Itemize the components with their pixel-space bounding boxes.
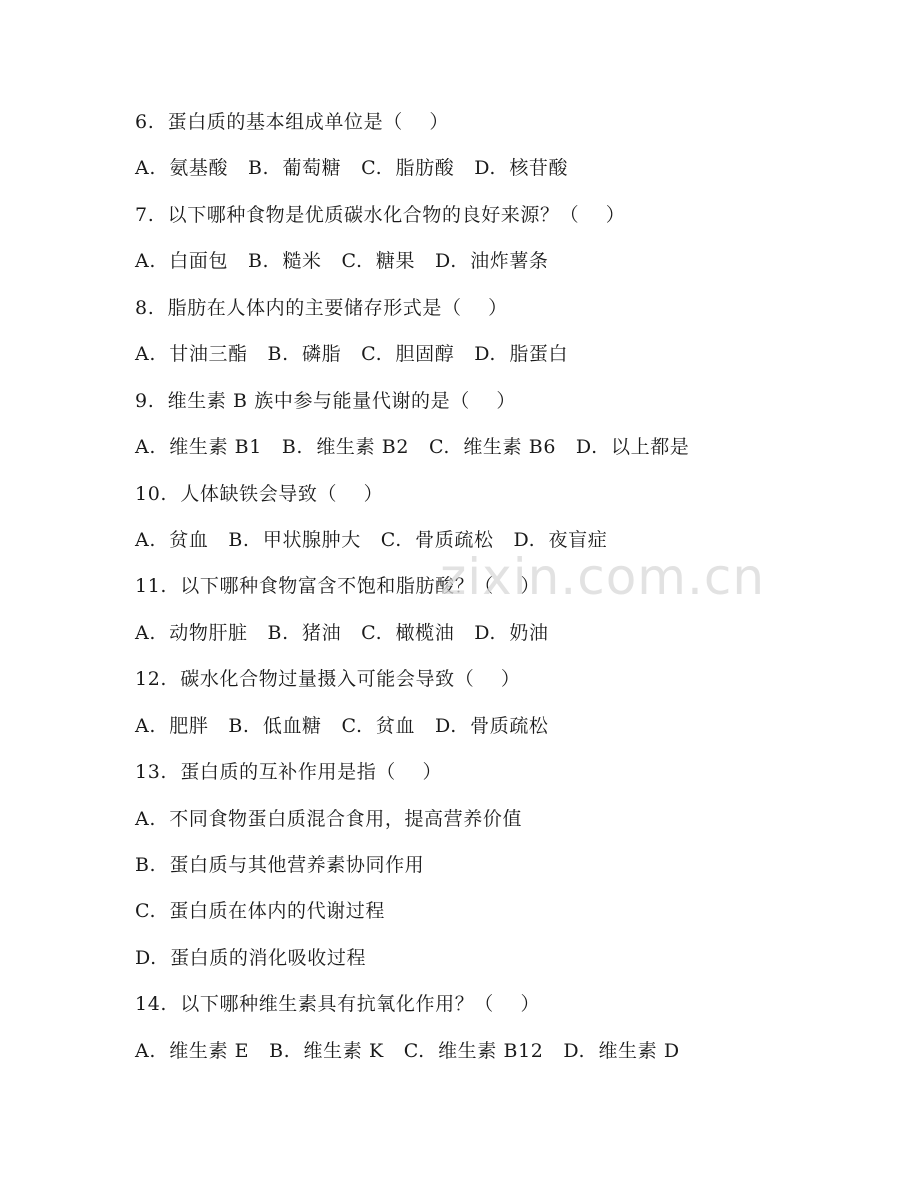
question-7: 7. 以下哪种食物是优质碳水化合物的良好来源？（ ） — [135, 203, 626, 226]
question-10: 10. 人体缺铁会导致（ ） — [135, 482, 384, 505]
question-13-option-b: B. 蛋白质与其他营养素协同作用 — [135, 854, 425, 876]
question-10-options: A. 贫血 B. 甲状腺肿大 C. 骨质疏松 D. 夜盲症 — [135, 528, 608, 551]
question-9-options: A. 维生素 B1 B. 维生素 B2 C. 维生素 B6 D. 以上都是 — [135, 436, 690, 459]
question-13-option-c: C. 蛋白质在体内的代谢过程 — [135, 900, 385, 923]
question-13-option-a: A. 不同食物蛋白质混合食用，提高营养价值 — [135, 807, 523, 830]
question-8: 8. 脂肪在人体内的主要储存形式是（ ） — [135, 296, 508, 319]
watermark: zixin.com.cn — [440, 548, 766, 606]
question-7-options: A. 白面包 B. 糙米 C. 糖果 D. 油炸薯条 — [135, 250, 549, 273]
question-6: 6. 蛋白质的基本组成单位是（ ） — [135, 111, 449, 133]
question-12-options: A. 肥胖 B. 低血糖 C. 贫血 D. 骨质疏松 — [135, 714, 549, 737]
question-8-options: A. 甘油三酯 B. 磷脂 C. 胆固醇 D. 脂蛋白 — [135, 343, 569, 366]
question-14: 14. 以下哪种维生素具有抗氧化作用？（ ） — [135, 993, 541, 1016]
question-12: 12. 碳水化合物过量摄入可能会导致（ ） — [135, 668, 521, 691]
question-13: 13. 蛋白质的互补作用是指（ ） — [135, 761, 443, 784]
question-9: 9. 维生素 B 族中参与能量代谢的是（ ） — [135, 389, 517, 412]
question-list — [135, 107, 855, 1082]
question-6-options: A. 氨基酸 B. 葡萄糖 C. 脂肪酸 D. 核苷酸 — [135, 157, 569, 180]
question-11-options: A. 动物肝脏 B. 猪油 C. 橄榄油 D. 奶油 — [135, 621, 549, 644]
question-13-option-d: D. 蛋白质的消化吸收过程 — [135, 946, 367, 969]
question-11: 11. 以下哪种食物富含不饱和脂肪酸？（ ） — [135, 575, 541, 598]
question-14-options: A. 维生素 E B. 维生素 K C. 维生素 B12 D. 维生素 D — [135, 1039, 680, 1062]
